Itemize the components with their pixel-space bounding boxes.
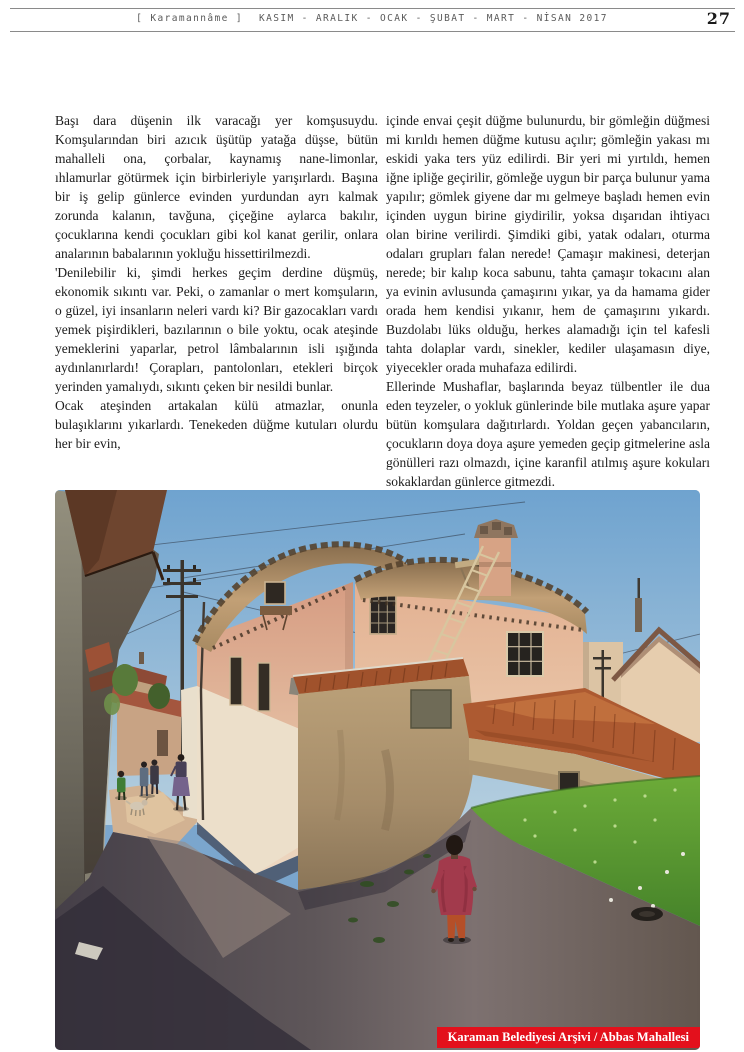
article-column-left — [55, 111, 378, 453]
page-header — [0, 13, 744, 24]
header-rule-top — [10, 8, 735, 9]
article-column-right — [386, 111, 710, 491]
page-number: 27 — [706, 9, 731, 28]
header-rule-bottom — [10, 31, 735, 32]
article-paragraph: Başı dara düşenin ilk varacağı yer komşusuydu. Komşularından biri azıcık üşütüp yatağa düşse, bütün mahalleli ona, çorbalar, kaynamış nane-limonlar, ıhlamurlar götürmek için birbirleriyle yarışırlardı. Başına bir iş gelip günlerce evinden yurdundan ayrı kalmak zorunda kalanın, tavğuna, çiçeğine aylarca bakılır, çocuklarına kendi çocukları gibi kol kanat gerilir, onlara analarının babalarının yokluğu hissettirilmezdi. — [55, 113, 378, 261]
narrow-window — [230, 657, 242, 705]
article-paragraph: Ellerinde Mushaflar, başlarında beyaz tülbentler ile dua eden teyzeler, o yokluk günlerinde bile mutlaka aşure yapar bütün komşulara dağıtırlardı. Yoldan geçen yabancıların, çocukların doya doya aşure yemeden geçip gitmelerine asla gönülleri razı olmazdı, içine karanfil atılmış aşure kokuları sokaklardan günlerce gitmezdi. — [386, 379, 710, 489]
article-paragraph: Ocak ateşinden artakalan külü atmazlar, onunla bulaşıklarını yıkarlardı. Tenekeden düğme kutuları olurdu her bir evin, — [55, 398, 378, 451]
narrow-window — [258, 663, 270, 711]
issue-months: KASIM - ARALIK - OCAK - ŞUBAT - MART - NİSAN 2017 — [258, 13, 608, 24]
article-paragraph: içinde envai çeşit düğme bulunurdu, bir gömleğin düğmesi mi kırıldı hemen düğme kutusu açılır; gömleğin yakası mı eskidi yaka ters yüz edilirdi. Bir yeri mi yırtıldı, hemen iğne ipliğe geçirilir, gömleğe uygun bir parça bulunur yama yapılır; gömlek giyene dar mı gelmeye başladı hemen evin içinden uygun birine giydirilir, yoksa dışarıdan ihtiyacı olan birine verilirdi. Şimdiki gibi, yatak odaları, oturma odaları grupları falan nerede! Çamaşır makinesi, deterjan nerede; bir kalıp koca sabunu, tahta çamaşır tokacını alan ya evinin avlusunda çamaşırını yıkar, ya da hamama gider orada hem kendisi yıkanır, hem de çamaşırını yıkardı. Buzdolabı lüks olduğu, herkes alamadığı için tel kafesli tahta dolaplar vardı, sinekler, kediler ulaşamasın diye, yiyecekler orada muhafaza edilirdi. — [386, 113, 710, 375]
journal-name: [ Karamannâme ] — [136, 13, 243, 24]
grid-window — [507, 632, 543, 676]
street-photo — [55, 490, 700, 1050]
photo-caption: Karaman Belediyesi Arşivi / Abbas Mahallesi — [437, 1027, 700, 1048]
article-paragraph: 'Denilebilir ki, şimdi herkes geçim derdine düşmüş, ekonomik sıkıntı var. Peki, o zamanlar o mert komşuların, o güzel, iyi insanların neleri vardı ki? Bir gazocakları vardı yemek pişirdikleri, bazılarının o bile yoktu, ocak ateşinde yemeklerini yaparlar, petrol lâmbalarının isli ışığında aydınlanırlardı! Çorapları, pantolonları, etekleri birçok yerinden yamalıydı, sıkıntı çeken bir nesildi bunlar. — [55, 265, 378, 394]
street-scene-illustration — [55, 490, 700, 1050]
